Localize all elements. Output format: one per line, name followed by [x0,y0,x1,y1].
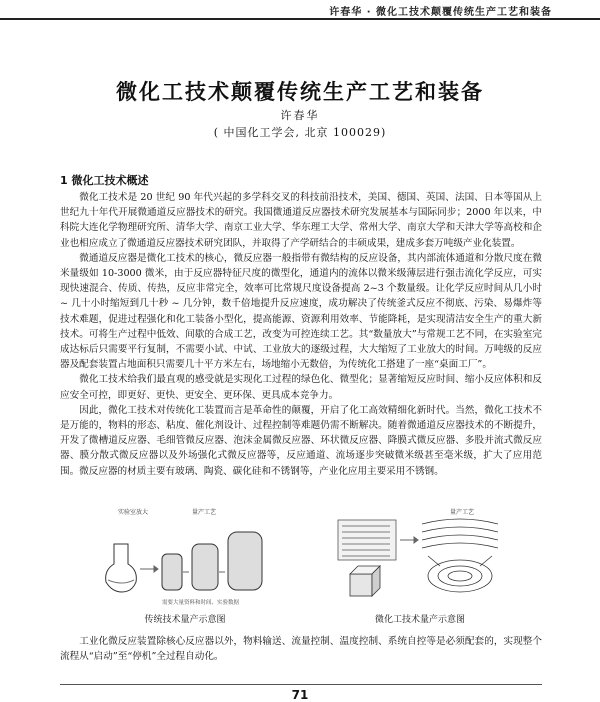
cube-icon [350,566,380,596]
microchannel-icon [338,520,396,560]
paragraph: 微通道反应器是微化工技术的核心，微反应器一般指带有微结构的反应设备，其内部流体通道和分散尺度在微米量级如 10-3000 微米，由于反应器特征尺度的微型化，通道内的流体以微米级薄层进行强击流化学反应，可实现快速混合、传质、传热，反应非常完全，效率可比常规尺度设备提高 2~3 个数量级。让化学反应时间从几小时 ~ 几十小时缩短到几十秒 ~ 几分钟，数千倍地提升反应速度，成功解决了传统釜式反应不彻底、污染、易爆炸等技术难题，促进过程强化和化工装备小型化，提高能源、资源利用效率、节能降耗，是实现清洁安全生产的重大新技术。可将生产过程中低效、间歇的合成工艺，改变为可控连续工艺。其“数量放大”与常规工艺不同，在实验室完成达标后只需要平行复制，不需要小试、中试、工业放大的逐级过程，大大缩短了工业放大的时间。万吨级的反应器及配套装置占地面积只需要几十平方米左右，场地缩小无数倍，为传统化工搭建了一座“桌面工厂”。 [60,252,542,371]
running-header [0,0,600,22]
figure-row [60,504,542,624]
closing-body [60,634,542,664]
paragraph: 因此，微化工技术对传统化工装置而言是革命性的颠覆，开启了化工高效精细化新时代。当然，微化工技术不是万能的，物料的形态、粘度、催化剂设计、过程控制等难题仍需不断解决。随着微通道反应器技术的不断提升，开发了微槽道反应器、毛细管微反应器、泡沫金属微反应器、环状微反应器、降膜式微反应器、多股并流式微反应器、膜分散式微反应器以及外场强化式微反应器等，反应通道、流场逐步突破微米级甚至毫米级，扩大了应用范围。微反应器的材质主要有玻璃、陶瓷、碳化硅和不锈钢等，产业化应用主要采用不锈钢。 [60,404,542,477]
figure-label: 量产工艺 [192,509,217,516]
figure-caption-right: 微化工技术量产示意图 [374,615,465,625]
author: 许春华 [280,109,320,122]
article-title: 微化工技术颠覆传统生产工艺和装备 [116,80,484,104]
figure-label: 实验室放大 [118,509,149,516]
footer-rule [60,684,542,685]
section-body [60,190,542,479]
affiliation: ( 中国化工学会, 北京 100029) [213,126,387,139]
header-rule [0,18,600,20]
paragraph: 微化工技术给我们最直观的感受就是实现化工过程的绿色化、微型化；显著缩短反应时间、缩小反应体积和反应安全可控，即更好、更快、更安全、更环保、更具成本竞争力。 [60,374,542,401]
running-header-text: 许春华 · 微化工技术颠覆传统生产工艺和装备 [329,7,552,18]
paragraph: 微化工技术是 20 世纪 90 年代兴起的多学科交叉的科技前沿技术，美国、德国、英国、法国、日本等国从上世纪九十年代开展微通道反应器技术的研究。我国微通道反应器技术研究发展基本与国际同步；2000 年以来，中科院大连化学物理研究所、清华大学、南京工业大学、华东理工大学、常州大学、南京大学和天津大学等高校和企业也相应成立了微通道反应器技术研究团队，并取得了产学研结合的丰硕成果，建成多套万吨级产业化装置。 [60,192,542,249]
paragraph: 工业化微反应装置除核心反应器以外，物料输送、流量控制、温度控制、系统自控等是必须配套的，实现整个流程从“启动”至“停机”全过程自动化。 [60,636,542,663]
micro-scaleup-figure [330,504,510,609]
figure-label: 量产工艺 [450,509,475,516]
page-number: 71 [291,688,309,702]
section-heading: 1 微化工技术概述 [60,174,149,187]
figure-caption-left: 传统技术量产示意图 [144,615,226,625]
traditional-scaleup-figure [100,504,270,609]
figure-label: 需要大量资料和时间、实验数据 [162,600,240,606]
